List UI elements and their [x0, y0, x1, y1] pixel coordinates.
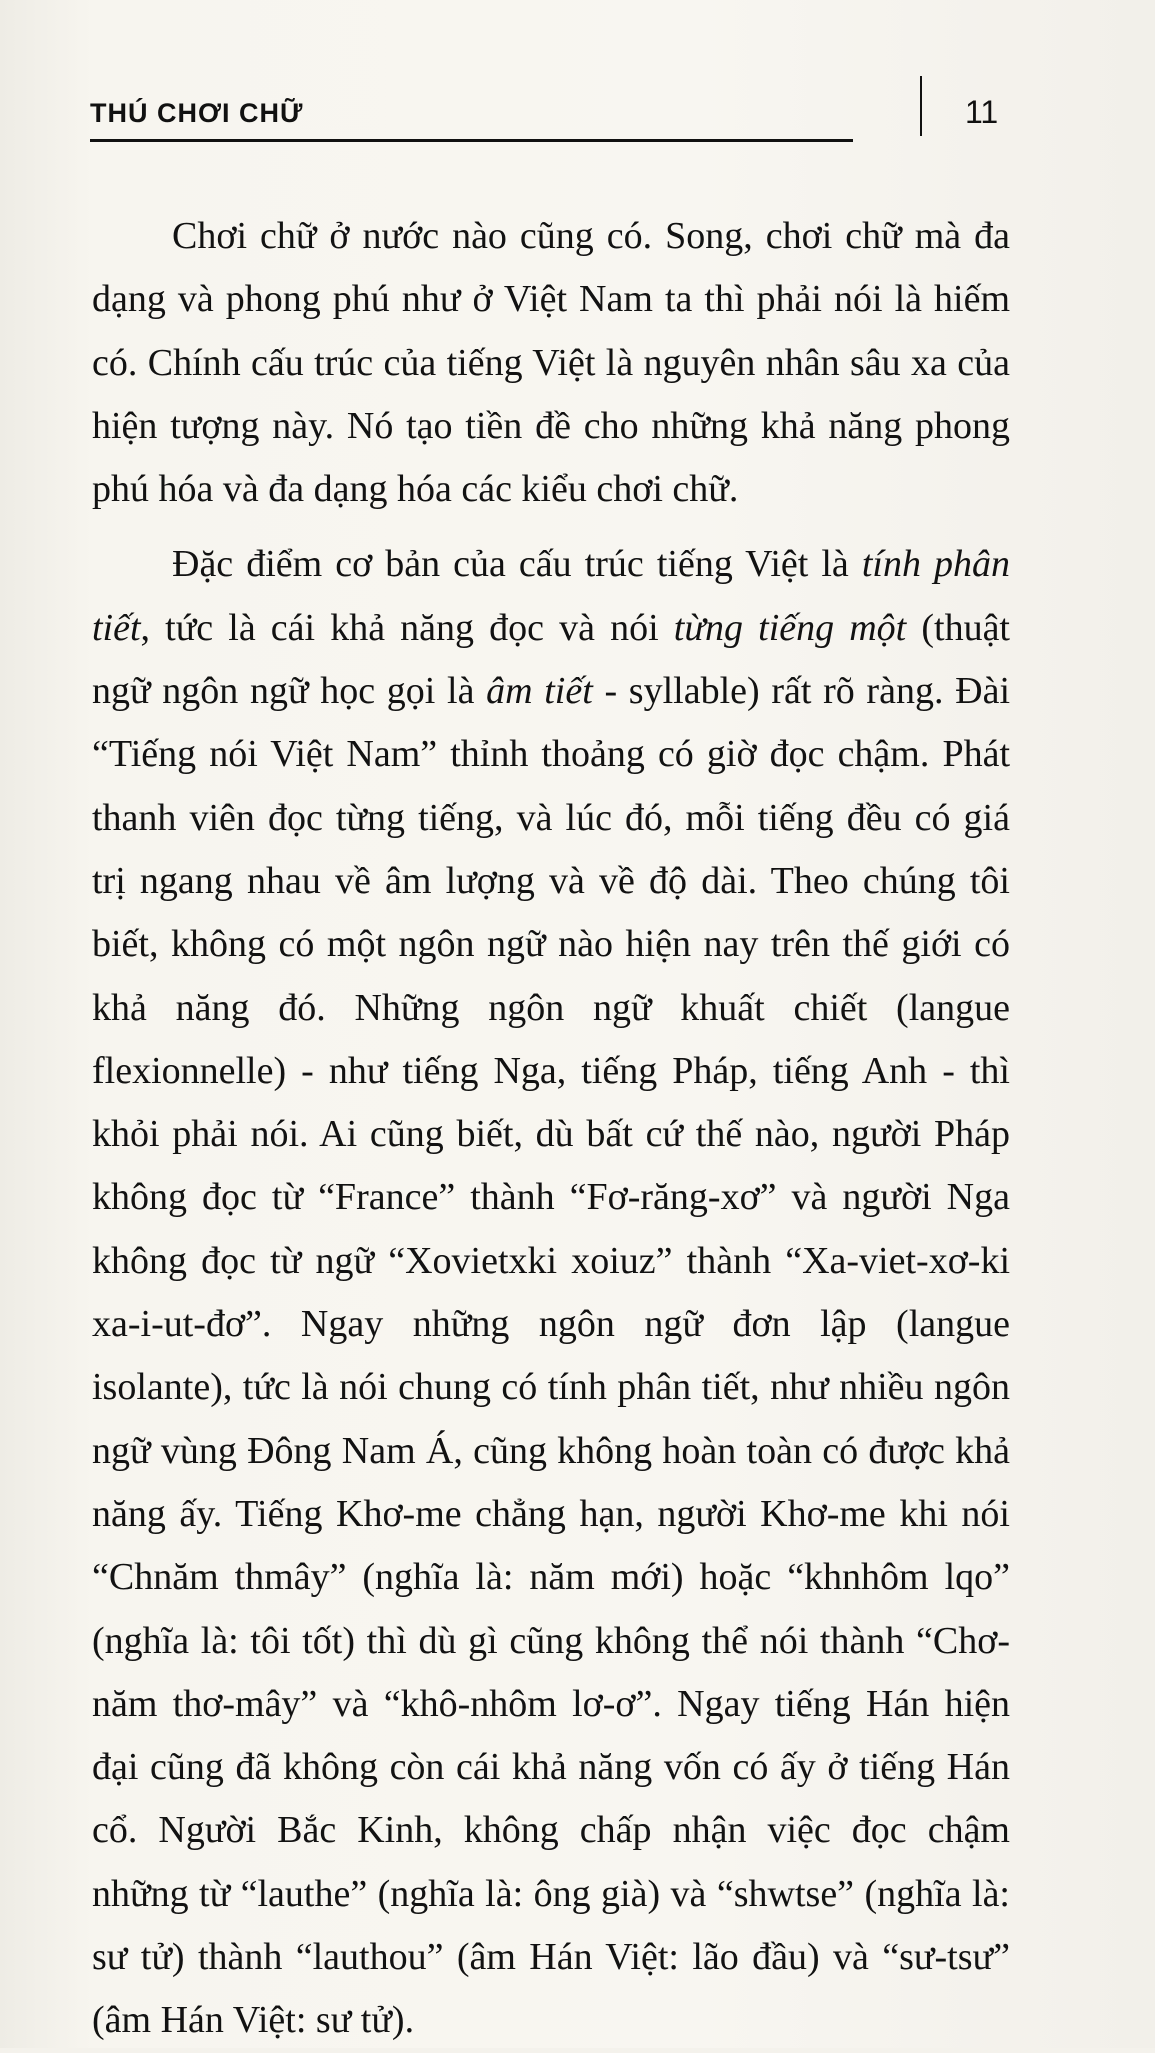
- running-head-title: THÚ CHƠI CHỮ: [90, 98, 304, 128]
- header-vertical-rule: [920, 76, 922, 136]
- body-text: [92, 205, 1010, 2053]
- header-rule: [90, 139, 853, 142]
- paragraph-1: [92, 205, 1010, 521]
- text-segment: , tức là cái khả năng đọc và nói: [140, 606, 674, 649]
- text-segment: Chơi chữ ở nước nào cũng có. Song, chơi chữ mà đa dạng và phong phú như ở Việt Nam ta thì phải nói là hiếm có. Chính cấu trúc của tiếng Việt là nguyên nhân sâu xa của hiện tượng này. Nó tạo tiền đề cho những khả năng phong phú hóa và đa dạng hóa các kiểu chơi chữ.: [92, 215, 1010, 511]
- text-segment: - syllable) rất rõ ràng. Đài “Tiếng nói Việt Nam” thỉnh thoảng có giờ đọc chậm. Phát thanh viên đọc từng tiếng, và lúc đó, mỗi tiếng đều có giá trị ngang nhau về âm lượng và về độ dài. Theo chúng tôi biết, không có một ngôn ngữ nào hiện nay trên thế giới có khả năng đó. Những ngôn ngữ khuất chiết (langue flexionnelle) - như tiếng Nga, tiếng Pháp, tiếng Anh - thì khỏi phải nói. Ai cũng biết, dù bất cứ thế nào, người Pháp không đọc từ “France” thành “Fơ-răng-xơ” và người Nga không đọc từ ngữ “Xovietxki xoiuz” thành “Xa-viet-xơ-ki xa-i-ut-đơ”. Ngay những ngôn ngữ đơn lập (langue isolante), tức là nói chung có tính phân tiết, như nhiều ngôn ngữ vùng Đông Nam Á, cũng không hoàn toàn có được khả năng ấy. Tiếng Khơ-me chẳng hạn, người Khơ-me khi nói “Chnăm thmây” (nghĩa là: năm mới) hoặc “khnhôm lqo” (nghĩa là: tôi tốt) thì dù gì cũng không thể nói thành “Chơ-năm thơ-mây” và “khô-nhôm lơ-ơ”. Ngay tiếng Hán hiện đại cũng đã không còn cái khả năng vốn có ấy ở tiếng Hán cổ. Người Bắc Kinh, không chấp nhận việc đọc chậm những từ “lauthe” (nghĩa là: ông già) và “shwtse” (nghĩa là: sư tử) thành “lauthou” (âm Hán Việt: lão đầu) và “sư-tsư” (âm Hán Việt: sư tử).: [92, 670, 1010, 2042]
- italic-term: âm tiết: [486, 670, 593, 713]
- italic-term: tính phân tiết: [92, 543, 1010, 649]
- italic-term: từng tiếng một: [673, 606, 907, 649]
- page-number: 11: [965, 94, 999, 130]
- paragraph-2: [92, 533, 1010, 2052]
- text-segment: (thuật ngữ ngôn ngữ học gọi là: [92, 606, 1010, 713]
- text-segment: Đặc điểm cơ bản của cấu trúc tiếng Việt là: [172, 543, 862, 586]
